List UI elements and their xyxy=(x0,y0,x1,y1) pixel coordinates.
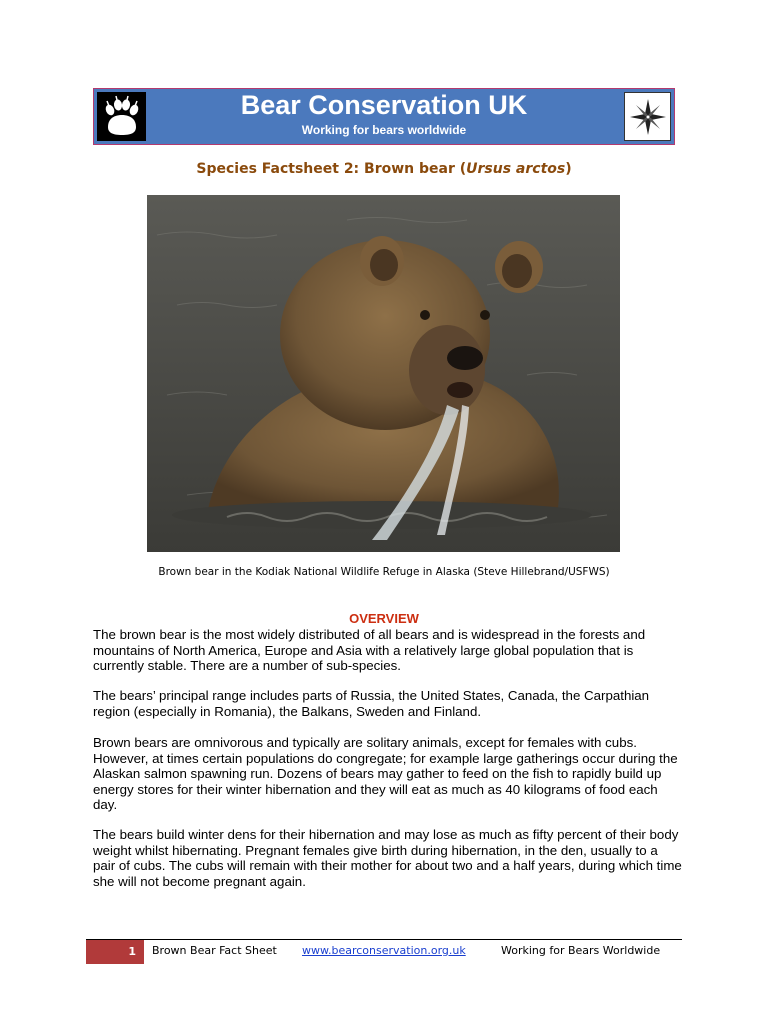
footer-website-link[interactable]: www.bearconservation.org.uk xyxy=(302,944,466,957)
brown-bear-photo xyxy=(147,195,620,552)
footer-doc-name: Brown Bear Fact Sheet xyxy=(152,944,277,957)
factsheet-title: Species Factsheet 2: Brown bear (Ursus arctos) xyxy=(196,161,572,177)
latin-name: Ursus arctos xyxy=(466,161,566,177)
compass-rose-icon xyxy=(624,92,671,141)
overview-paragraph: The bears’ principal range includes parts of Russia, the United States, Canada, the Carpathian region (especially in Romania), the Balkans, Sweden and Finland. xyxy=(93,688,650,719)
overview-heading: OVERVIEW xyxy=(349,611,419,626)
overview-paragraph: The brown bear is the most widely distributed of all bears and is widespread in the forests and mountains of North America, Europe and Asia with a relatively large global population that is currently stable. There are a number of sub-species. xyxy=(93,627,646,674)
footer-tagline: Working for Bears Worldwide xyxy=(501,944,661,957)
site-title: Bear Conservation UK xyxy=(240,90,528,120)
page-number: 1 xyxy=(86,940,144,964)
overview-paragraph: The bears build winter dens for their hibernation and may lose as much as fifty percent of their body weight whilst hibernating. Pregnant females give birth during hibernation, in the den, usually to a pair of cubs. The cubs will remain with their mother for about two and a half years, during which time she will not become pregnant again. xyxy=(93,827,682,889)
photo-caption: Brown bear in the Kodiak National Wildlife Refuge in Alaska (Steve Hillebrand/USFWS) xyxy=(158,566,610,578)
footer-divider xyxy=(86,939,682,940)
overview-paragraph: Brown bears are omnivorous and typically are solitary animals, except for females with cubs. However, at times certain populations do congregate; for example large gatherings occur during the Alaskan salmon spawning run. Dozens of bears may gather to feed on the fish to rapidly build up energy stores for their winter hibernation and they will eat as much as 40 kilograms of food each day. xyxy=(93,735,678,813)
header-banner xyxy=(93,88,675,145)
site-subtitle: Working for bears worldwide xyxy=(301,123,467,137)
